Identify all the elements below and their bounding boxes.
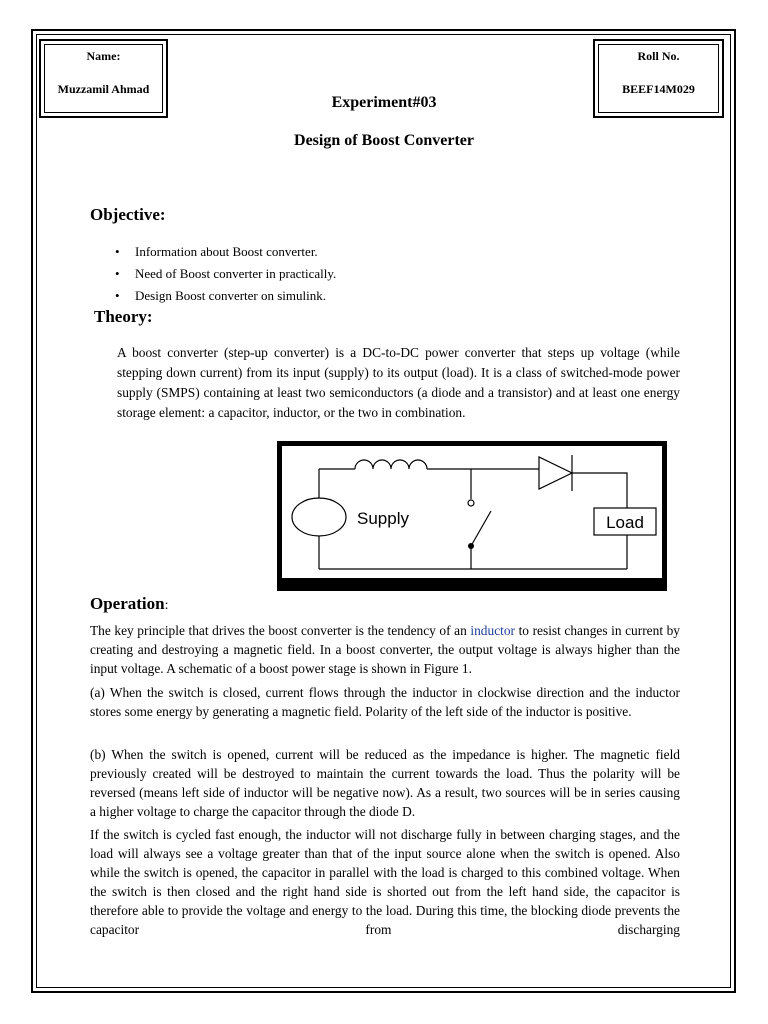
theory-paragraph: A boost converter (step-up converter) is a DC-to-DC power converter that steps up voltage (while stepping down current) from its input (supply) to its output (load). It is a class of switched-mode power supply (SMPS) containing at least two semiconductors (a diode and a transistor) and at least one energy storage element: a capacitor, inductor, or the two in combination. — [117, 345, 680, 420]
objective-list — [98, 241, 336, 307]
inductor-link[interactable]: inductor — [470, 623, 516, 638]
operation-paragraph-2: (a) When the switch is closed, current flows through the inductor in clockwise direction and the inductor stores some energy by generating a magnetic field. Polarity of the left side of the inductor is positive. — [90, 685, 680, 719]
switch-pivot-dot — [468, 543, 474, 549]
roll-label: Roll No. — [637, 49, 680, 63]
operation-heading-text: Operation — [90, 594, 165, 613]
operation-p1-after: to resist changes in current by creating and destroying a magnetic field. In a boost converter, the output voltage is always higher than the input voltage. A schematic of a boost power stage is shown in Figure 1. — [90, 623, 680, 676]
operation-p1-before: The key principle that drives the boost converter is the tendency of an — [90, 623, 471, 638]
operation-paragraph-3: (b) When the switch is opened, current will be reduced as the impedance is higher. The magnetic field previously created will be destroyed to maintain the current towards the load. Thus the polarity will be reversed (means left side of inductor will be negative now). As a result, two sources will be in series causing a higher voltage to charge the capacitor through the diode D. — [90, 747, 680, 819]
operation-heading-colon: : — [164, 598, 169, 613]
theory-heading: Theory: — [94, 307, 153, 326]
circuit-canvas — [282, 446, 662, 578]
operation-paragraph-1 — [90, 621, 680, 678]
name-value: Muzzamil Ahmad — [57, 82, 150, 96]
roll-value: BEEF14M029 — [622, 82, 695, 96]
supply-label: Supply — [357, 509, 409, 528]
objective-heading: Objective: — [90, 205, 166, 224]
load-label: Load — [606, 513, 644, 532]
boost-converter-diagram — [277, 441, 667, 591]
list-item: • Design Boost converter on simulink. — [98, 285, 336, 307]
name-label: Name: — [86, 49, 121, 63]
operation-heading — [90, 594, 169, 614]
list-item: • Information about Boost converter. — [98, 241, 336, 263]
operation-paragraph-4: If the switch is cycled fast enough, the inductor will not discharge fully in between charging stages, and the load will always see a voltage greater than that of the input source alone when the switch is opened. Also while the switch is opened, the capacitor in parallel with the load is charged to this combined voltage. When the switch is then closed and the right hand side is shorted out from the left hand side, the capacitor is therefore able to provide the voltage and energy to the load. During this time, the blocking diode prevents the capacitor from discharging — [90, 827, 680, 937]
circuit-schematic — [277, 441, 667, 591]
document-title: Design of Boost Converter — [294, 132, 474, 149]
list-item: • Need of Boost converter in practically. — [98, 263, 336, 285]
experiment-number: Experiment#03 — [331, 94, 437, 111]
